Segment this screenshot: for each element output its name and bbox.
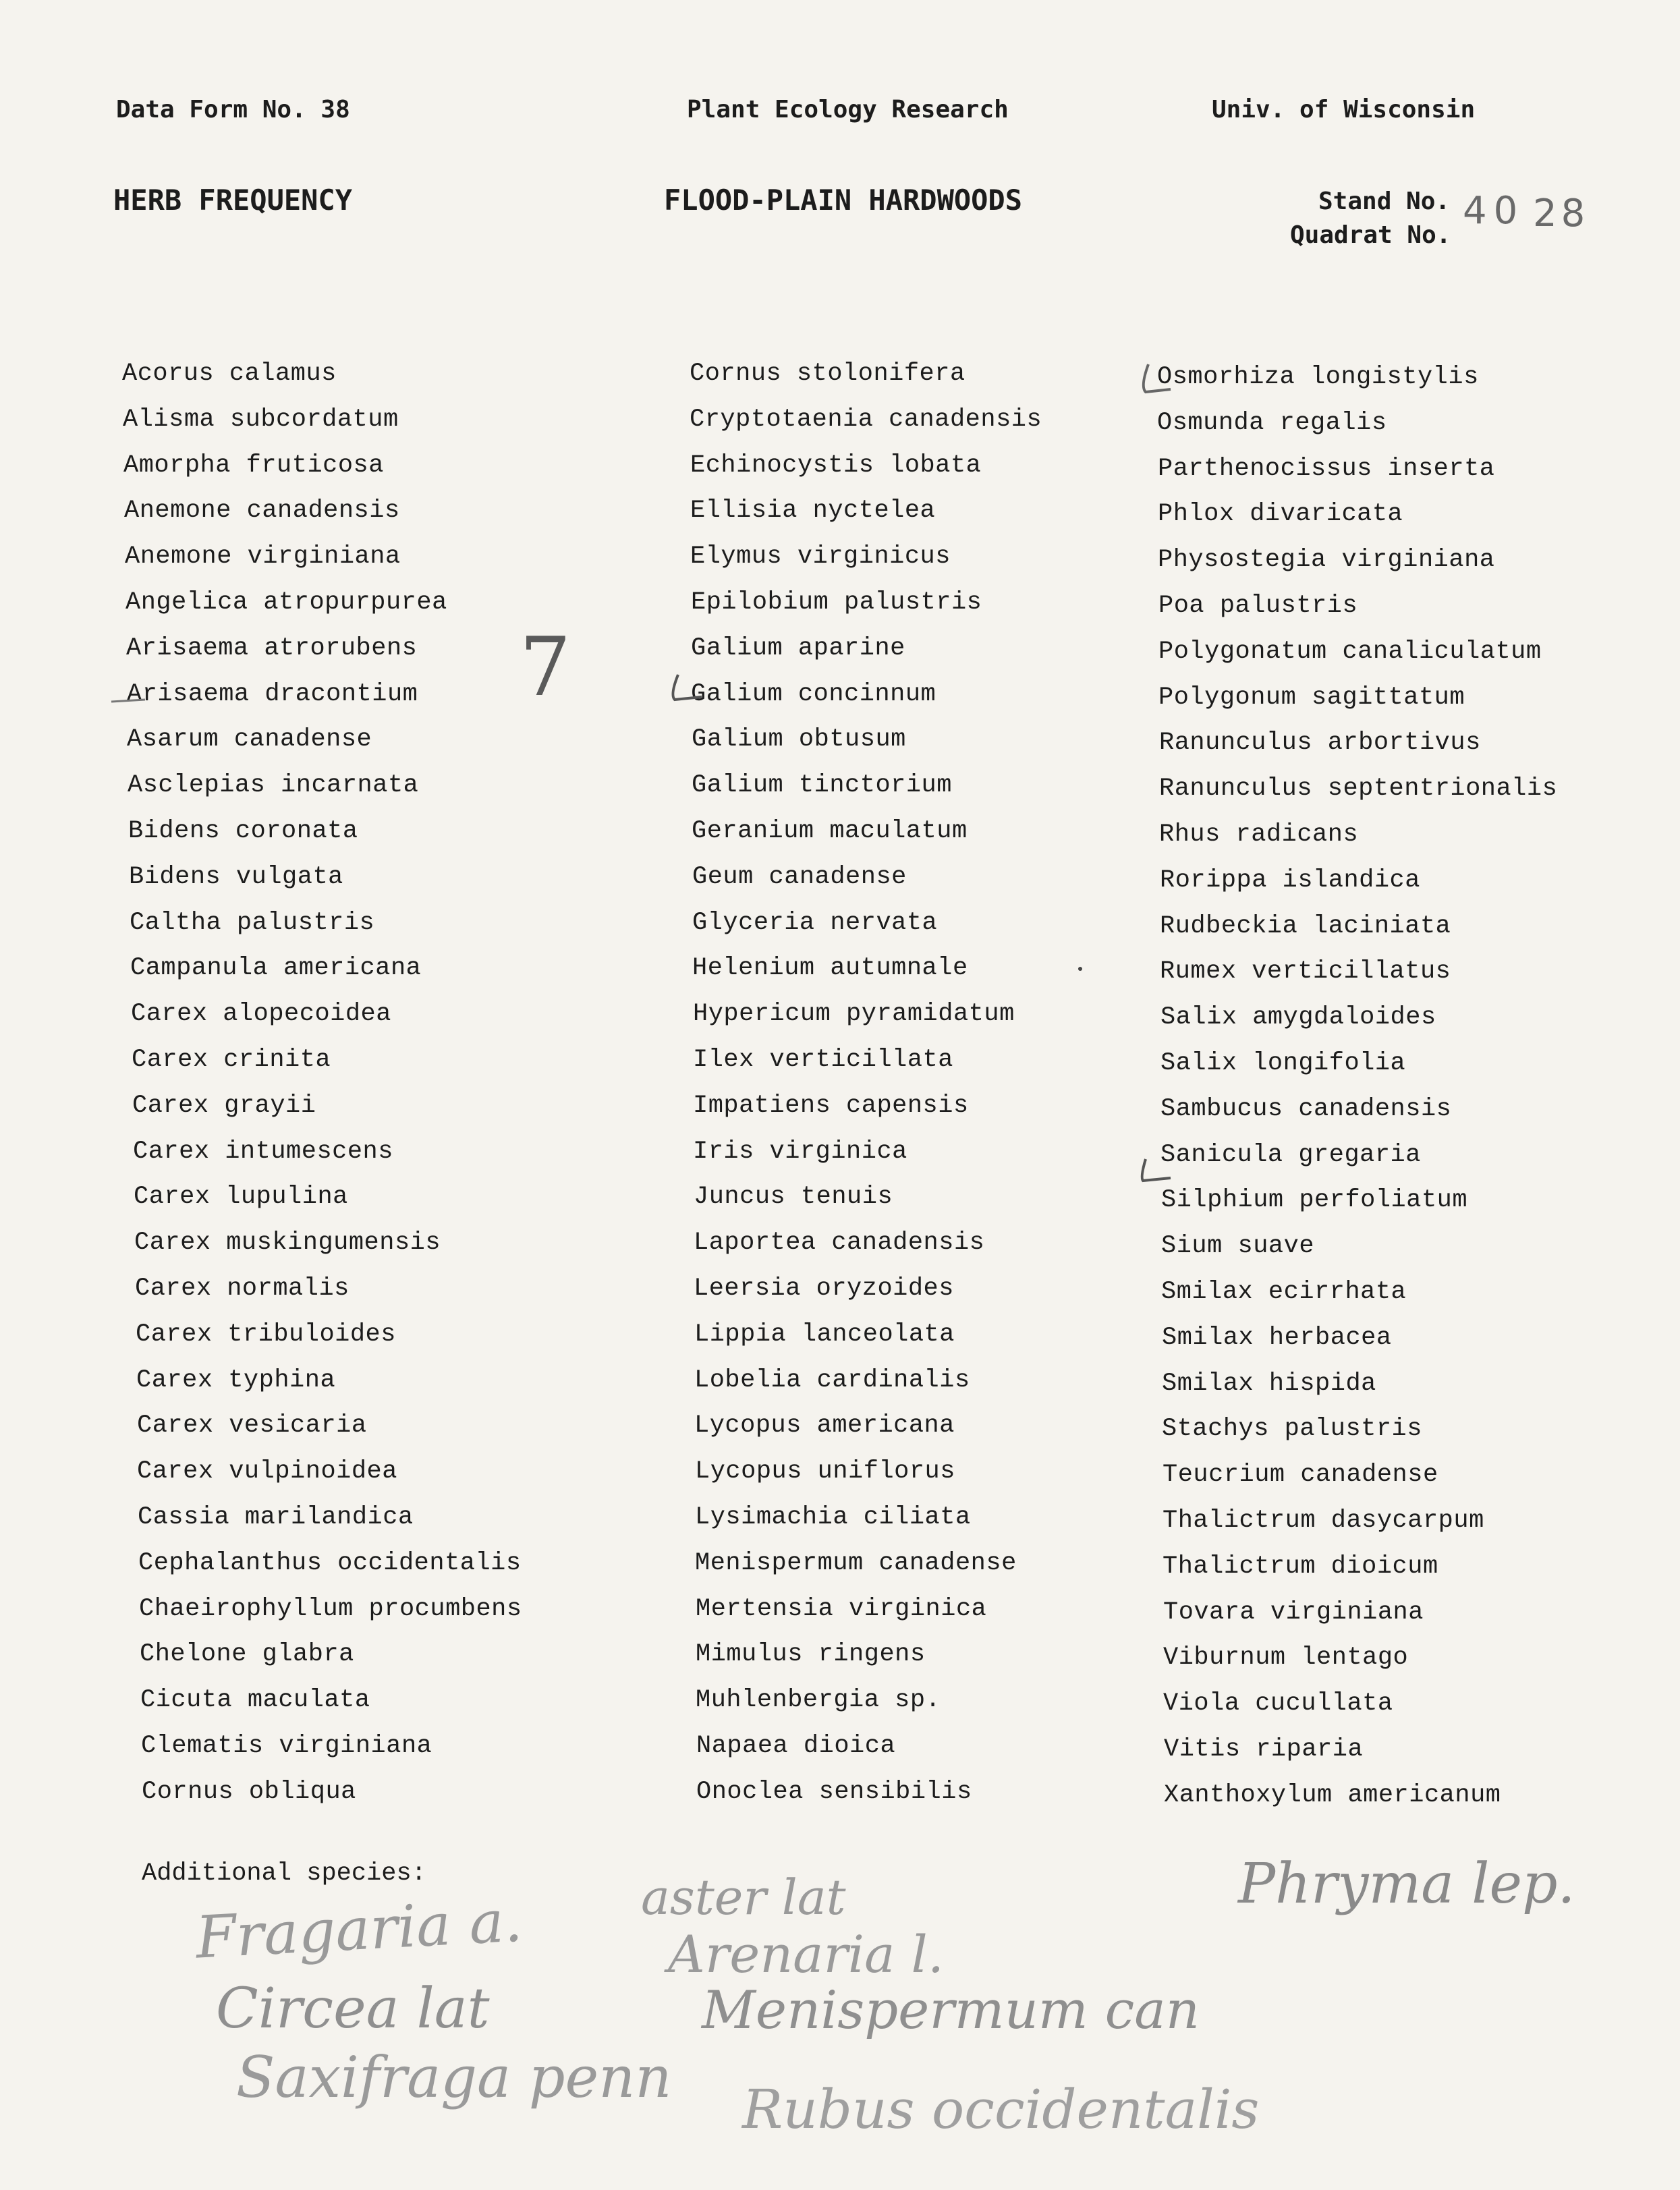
species-item: Viola cucullata — [1163, 1689, 1393, 1718]
quadrat-value: 28 — [1533, 192, 1590, 235]
stand-value: 40 — [1463, 189, 1525, 233]
species-item: Geranium maculatum — [692, 817, 968, 845]
species-item: Impatiens capensis — [693, 1092, 969, 1120]
species-item: Ranunculus arbortivus — [1159, 729, 1481, 757]
tally-mark: 7 — [520, 621, 571, 714]
species-item: Asarum canadense — [127, 725, 372, 754]
species-item: Galium concinnum — [691, 680, 936, 708]
species-item: Lysimachia ciliata — [695, 1503, 971, 1532]
species-item: Bidens coronata — [128, 817, 358, 845]
species-item: Sambucus canadensis — [1160, 1095, 1452, 1123]
species-item: Geum canadense — [692, 863, 907, 891]
species-item: Tovara virginiana — [1163, 1598, 1424, 1627]
species-item: Teucrium canadense — [1163, 1461, 1438, 1489]
species-item: Onoclea sensibilis — [696, 1778, 972, 1806]
species-item: Polygonatum canaliculatum — [1158, 638, 1542, 666]
species-item: Elymus virginicus — [690, 542, 951, 571]
species-item: Lobelia cardinalis — [694, 1366, 970, 1395]
handwritten-phryma: Phryma lep. — [1238, 1852, 1575, 1916]
species-item: Ilex verticillata — [693, 1046, 953, 1074]
species-item: Ellisia nyctelea — [690, 497, 936, 525]
species-item: Epilobium palustris — [691, 588, 982, 617]
species-item: Chaeirophyllum procumbens — [139, 1595, 522, 1623]
species-item: Sium suave — [1161, 1232, 1315, 1260]
species-item: Anemone virginiana — [125, 542, 401, 571]
species-item: Poa palustris — [1158, 592, 1358, 620]
species-item: Carex grayii — [132, 1092, 316, 1120]
species-item: Carex normalis — [135, 1274, 349, 1303]
species-item: Lycopus americana — [694, 1411, 955, 1440]
check-mark-arisaema — [108, 692, 148, 712]
handwritten-saxifraga: Saxifraga penn — [236, 2044, 672, 2110]
species-item: Muhlenbergia sp. — [696, 1686, 941, 1714]
species-item: Chelone glabra — [140, 1640, 354, 1668]
handwritten-circaea: Circea lat — [216, 1977, 490, 2041]
species-item: Clematis virginiana — [141, 1732, 432, 1760]
species-item: Lycopus uniflorus — [695, 1457, 955, 1486]
species-item: Xanthoxylum americanum — [1164, 1781, 1501, 1809]
species-item: Osmunda regalis — [1157, 409, 1387, 437]
species-item: Carex muskingumensis — [134, 1229, 441, 1257]
organization: Plant Ecology Research — [687, 96, 1009, 123]
form-number: Data Form No. 38 — [116, 96, 350, 123]
species-item: Ranunculus septentrionalis — [1159, 775, 1558, 803]
species-item: Caltha palustris — [130, 909, 375, 937]
species-item: Menispermum canadense — [695, 1549, 1017, 1577]
handwritten-menispermum: Menispermum can — [702, 1980, 1200, 2041]
species-item: Rumex verticillatus — [1160, 957, 1451, 986]
species-item: Campanula americana — [130, 954, 422, 982]
university: Univ. of Wisconsin — [1212, 96, 1476, 123]
check-mark-osmorhiza — [1133, 361, 1174, 398]
species-item: Amorpha fruticosa — [123, 451, 384, 480]
species-item: Rudbeckia laciniata — [1160, 912, 1451, 940]
species-item: Carex alopecoidea — [131, 1000, 391, 1028]
quadrat-label: Quadrat No. — [1290, 221, 1451, 249]
species-item: Carex vulpinoidea — [137, 1457, 397, 1486]
form-title: HERB FREQUENCY — [113, 184, 353, 217]
species-item: Cephalanthus occidentalis — [138, 1549, 522, 1577]
stand-label: Stand No. — [1318, 188, 1451, 215]
species-item: Parthenocissus inserta — [1158, 455, 1495, 483]
stray-dot — [1076, 965, 1084, 973]
species-item: Salix amygdaloides — [1160, 1003, 1436, 1032]
species-item: Cicuta maculata — [140, 1686, 370, 1714]
species-item: Napaea dioica — [696, 1732, 896, 1760]
handwritten-fragaria: Fragaria a. — [194, 1887, 524, 1972]
handwritten-arenaria: Arenaria l. — [668, 1924, 945, 1984]
species-item: Glyceria nervata — [692, 909, 938, 937]
species-item: Hypericum pyramidatum — [693, 1000, 1015, 1028]
species-item: Cornus stolonifera — [690, 360, 965, 388]
species-item: Galium obtusum — [692, 725, 906, 754]
species-item: Carex vesicaria — [137, 1411, 367, 1440]
species-item: Silphium perfoliatum — [1161, 1186, 1468, 1214]
species-item: Mertensia virginica — [696, 1595, 987, 1623]
species-item: Carex typhina — [136, 1366, 336, 1395]
species-item: Angelica atropurpurea — [125, 588, 447, 617]
species-item: Acorus calamus — [122, 360, 337, 388]
species-item: Physostegia virginiana — [1158, 546, 1495, 574]
species-item: Smilax herbacea — [1162, 1324, 1392, 1352]
species-item: Rorippa islandica — [1160, 866, 1420, 895]
species-item: Galium tinctorium — [692, 771, 952, 799]
species-item: Polygonum sagittatum — [1158, 683, 1465, 712]
species-item: Thalictrum dasycarpum — [1163, 1507, 1484, 1535]
species-item: Cryptotaenia canadensis — [690, 405, 1042, 434]
species-item: Thalictrum dioicum — [1163, 1552, 1438, 1581]
species-item: Cassia marilandica — [138, 1503, 414, 1532]
species-item: Smilax hispida — [1162, 1370, 1376, 1398]
check-mark-galium — [665, 671, 705, 705]
species-item: Asclepias incarnata — [128, 771, 419, 799]
species-item: Carex intumescens — [133, 1138, 393, 1166]
species-item: Vitis riparia — [1164, 1735, 1364, 1764]
species-item: Phlox divaricata — [1158, 500, 1403, 528]
species-item: Cornus obliqua — [142, 1778, 356, 1806]
species-item: Lippia lanceolata — [694, 1320, 955, 1349]
additional-species-label: Additional species: — [142, 1859, 426, 1888]
species-item: Rhus radicans — [1159, 820, 1359, 849]
species-item: Carex lupulina — [134, 1183, 348, 1211]
species-item: Smilax ecirrhata — [1161, 1278, 1407, 1306]
handwritten-aster: aster lat — [641, 1869, 846, 1926]
species-item: Leersia oryzoides — [694, 1274, 954, 1303]
species-item: Galium aparine — [691, 634, 905, 663]
species-item: Anemone canadensis — [124, 497, 400, 525]
species-item: Osmorhiza longistylis — [1157, 363, 1479, 391]
form-subtitle: FLOOD-PLAIN HARDWOODS — [664, 184, 1023, 217]
species-item: Carex tribuloides — [136, 1320, 396, 1349]
species-item: Arisaema dracontium — [127, 680, 418, 708]
species-item: Mimulus ringens — [696, 1640, 926, 1668]
species-item: Sanicula gregaria — [1160, 1141, 1421, 1169]
species-item: Iris virginica — [693, 1138, 907, 1166]
species-item: Carex crinita — [132, 1046, 331, 1074]
species-item: Arisaema atrorubens — [126, 634, 418, 663]
handwritten-rubus: Rubus occidentalis — [742, 2078, 1260, 2141]
species-item: Helenium autumnale — [692, 954, 968, 982]
species-item: Juncus tenuis — [694, 1183, 893, 1211]
species-item: Salix longifolia — [1160, 1049, 1406, 1077]
species-item: Bidens vulgata — [129, 863, 343, 891]
species-item: Alisma subcordatum — [123, 405, 399, 434]
check-mark-sanicula — [1133, 1154, 1174, 1187]
species-item: Echinocystis lobata — [690, 451, 982, 480]
species-item: Viburnum lentago — [1163, 1644, 1409, 1672]
species-item: Stachys palustris — [1162, 1415, 1422, 1443]
species-item: Laportea canadensis — [694, 1229, 985, 1257]
